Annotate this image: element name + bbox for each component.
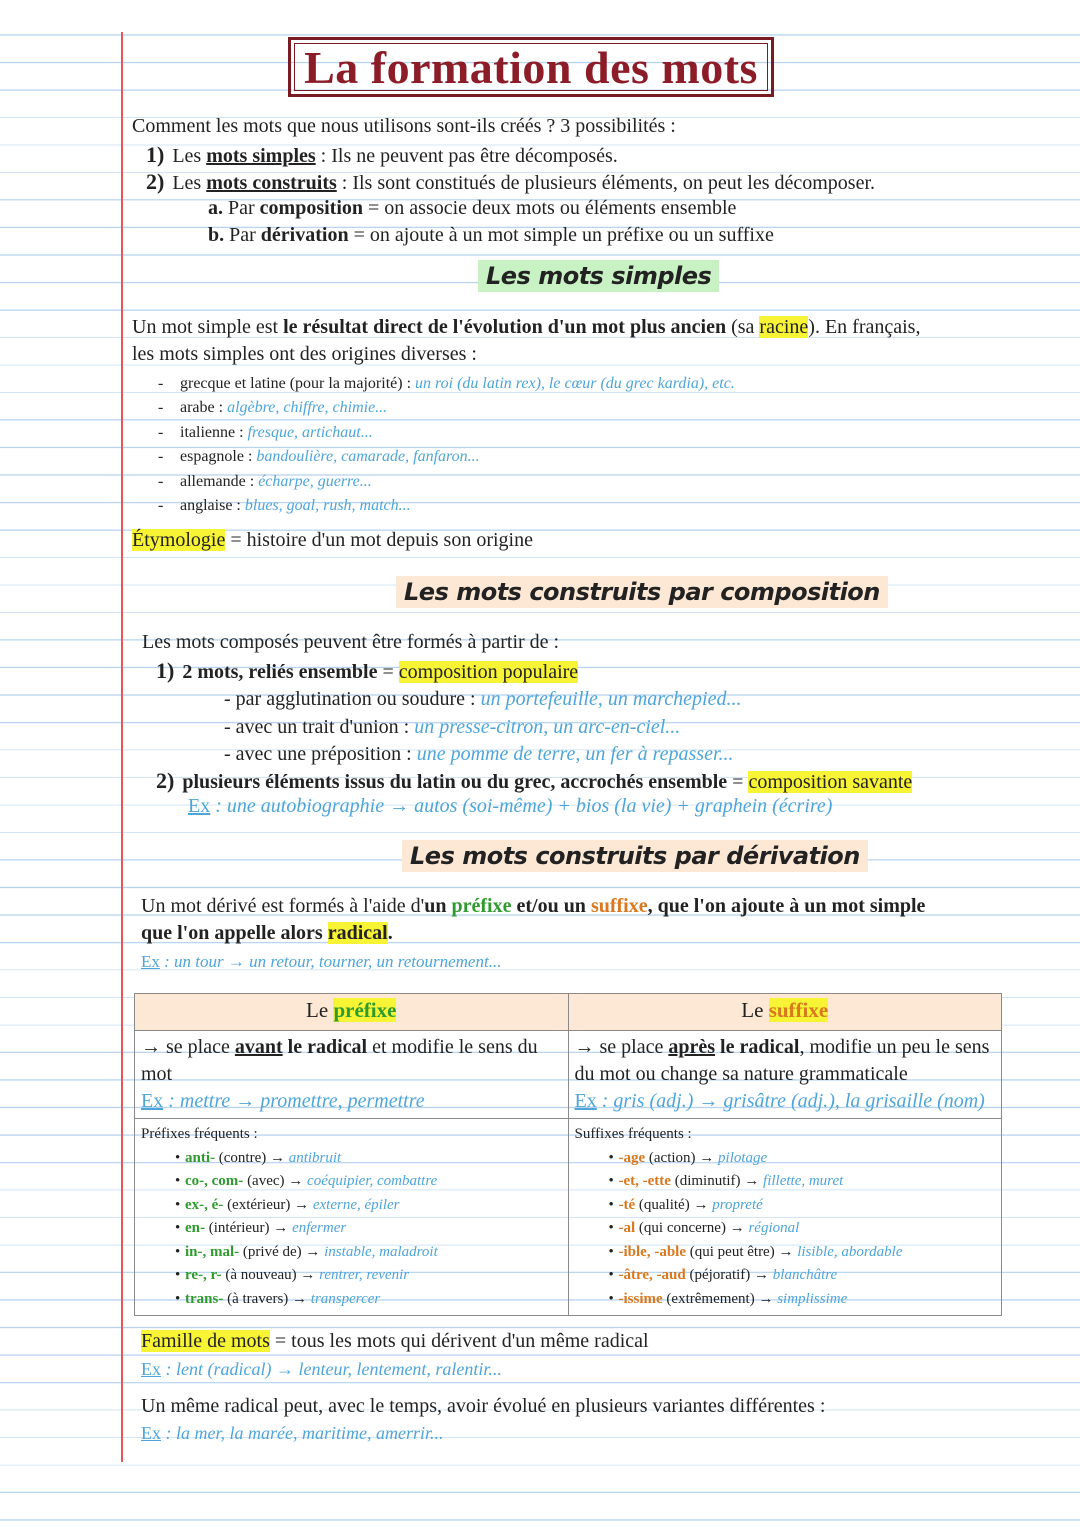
margin-line <box>121 32 123 1462</box>
etymology-definition <box>132 529 533 552</box>
item-number: 2) <box>156 768 175 793</box>
sub-text: Par <box>223 197 260 219</box>
definition-text: = histoire d'un mot depuis son origine <box>225 529 533 551</box>
header-term: préfixe <box>333 998 397 1022</box>
prefix-header <box>135 994 569 1031</box>
example-label: Ex <box>141 952 160 971</box>
affix-example: coéquipier, combattre <box>307 1173 438 1189</box>
affix-example: rentrer, revenir <box>319 1267 410 1283</box>
derivation-paragraph-2 <box>141 922 393 945</box>
example-text: : lent (radical) → lenteur, lentement, ralentir... <box>161 1359 502 1379</box>
heading-text: Les mots construits par composition <box>396 576 888 608</box>
family-example-1 <box>141 1359 502 1380</box>
list-item: • trans- (à travers) → transpercer <box>175 1290 381 1307</box>
way-label: - avec une préposition : <box>224 743 417 765</box>
affix-table <box>134 993 1002 1316</box>
list-item: • -té (qualité) → propreté <box>608 1196 763 1213</box>
bold-text: et/ou <box>511 895 564 917</box>
example-text: : un tour → un retour, tourner, un retournement... <box>159 952 502 971</box>
origin-label: anglaise : <box>180 497 245 515</box>
text: = <box>727 771 749 793</box>
affix-example: propreté <box>712 1196 763 1213</box>
composition-example <box>188 795 832 818</box>
affix-example: blanchâtre <box>772 1267 838 1283</box>
origin-label: allemande : <box>180 472 259 490</box>
way-example: une pomme de terre, un fer à repasser... <box>416 743 734 765</box>
list-title: Suffixes fréquents : <box>574 1126 692 1142</box>
origins-list <box>158 372 735 518</box>
section-heading-derivation <box>402 840 868 872</box>
example-text: : mettre → promettre, permettre <box>163 1090 425 1112</box>
origin-example: algèbre, chiffre, chimie... <box>227 399 388 417</box>
bold-text: 2 mots, reliés ensemble <box>182 661 378 683</box>
affix: anti- <box>185 1149 215 1166</box>
highlight-radical: radical <box>327 922 388 944</box>
affix-example: externe, épiler <box>312 1196 400 1213</box>
list-item: • co-, com- (avec) → coéquipier, combattre <box>175 1173 438 1189</box>
origin-item: - espagnole : bandoulière, camarade, fanfaron... <box>158 448 480 466</box>
bold-text: un <box>563 895 591 917</box>
origin-label: italienne : <box>180 423 248 441</box>
list-item: • ex-, é- (extérieur) → externe, épiler <box>175 1196 400 1213</box>
affix-example: fillette, muret <box>763 1173 844 1189</box>
page-title: La formation des mots <box>288 37 774 97</box>
bold-text: après <box>668 1036 716 1058</box>
highlight-composition-savante: composition savante <box>748 771 913 793</box>
sub-text: = on associe deux mots ou éléments ensemble <box>363 197 737 219</box>
origin-item: - allemande : écharpe, guerre... <box>158 472 372 490</box>
composition-ways <box>224 686 742 769</box>
highlight-etymologie: Étymologie <box>132 529 226 551</box>
heading-text: Les mots construits par dérivation <box>402 840 868 872</box>
suffix-rule <box>568 1031 1002 1119</box>
item-number: 2) <box>146 169 165 194</box>
sub-text: = on ajoute à un mot simple un préfixe ou un suffixe <box>348 224 774 246</box>
list-item: • -al (qui concerne) → régional <box>608 1220 800 1236</box>
bold-text: , que l'on ajoute à un mot simple <box>647 895 926 917</box>
affix-meaning: (avec) → <box>243 1173 308 1189</box>
simple-paragraph-1 <box>132 316 920 339</box>
origin-item: - arabe : algèbre, chiffre, chimie... <box>158 399 388 417</box>
affix: -issime <box>618 1290 663 1307</box>
term-composition: composition <box>259 197 364 219</box>
list-item: • en- (intérieur) → enfermer <box>175 1220 347 1236</box>
example-label: Ex <box>141 1359 161 1379</box>
affix-meaning: (qui peut être) → <box>686 1243 798 1260</box>
bold-text: le radical <box>282 1036 368 1058</box>
affix-example: lisible, abordable <box>797 1243 903 1260</box>
table-header-row <box>135 994 1002 1031</box>
origin-item: - anglaise : blues, goal, rush, match... <box>158 497 411 515</box>
simple-paragraph-2: les mots simples ont des origines diverses : <box>132 343 477 365</box>
affix-meaning: (extérieur) → <box>223 1196 313 1213</box>
list-item: • -age (action) → pilotage <box>608 1149 768 1166</box>
term-mots-construits: mots construits <box>206 172 337 194</box>
bold-text: . <box>387 922 393 944</box>
bold-text: que l'on appelle alors <box>141 922 328 944</box>
suffix-header <box>568 994 1002 1031</box>
intro-item-2 <box>146 169 875 195</box>
highlight-racine: racine <box>759 316 809 338</box>
affix-meaning: (privé de) → <box>239 1243 325 1260</box>
affix-example: enfermer <box>292 1220 347 1236</box>
affix: ex-, é- <box>185 1196 224 1213</box>
affix-example: antibruit <box>288 1149 342 1166</box>
origin-example: bandoulière, camarade, fanfaron... <box>256 448 480 466</box>
suffix-list <box>568 1119 1002 1316</box>
example-text: : une autobiographie → autos (soi-même) + bios (la vie) + graphein (écrire) <box>210 795 833 817</box>
origin-example: écharpe, guerre... <box>258 472 372 490</box>
affix-meaning: (à travers) → <box>223 1290 311 1307</box>
origin-example: un roi (du latin rex), le cœur (du grec kardia), etc. <box>415 375 735 392</box>
sub-letter: b. <box>208 224 225 246</box>
item-number: 1) <box>146 142 165 167</box>
text: et modifie le sens du mot <box>141 1036 538 1085</box>
text: Un mot dérivé est formés à l'aide d' <box>141 895 425 917</box>
list-title: Préfixes fréquents : <box>141 1126 258 1142</box>
affix-meaning: (action) → <box>645 1149 719 1166</box>
composition-way <box>224 741 742 769</box>
sub-text: Par <box>224 224 261 246</box>
intro-question: Comment les mots que nous utilisons sont-ils créés ? 3 possibilités : <box>132 115 676 137</box>
affix-example: simplissime <box>777 1290 848 1307</box>
item-text: : Ils ne peuvent pas être décomposés. <box>315 145 618 167</box>
table-rule-row <box>135 1031 1002 1119</box>
section-heading-simples <box>478 260 719 292</box>
bold-text: le résultat direct de l'évolution d'un mot plus ancien <box>283 316 727 338</box>
affix: -ible, -able <box>618 1243 686 1260</box>
sub-letter: a. <box>208 197 223 219</box>
highlight-famille-de-mots: Famille de mots <box>141 1330 270 1352</box>
affix-meaning: (qui concerne) → <box>635 1220 749 1236</box>
affix: en- <box>185 1220 205 1236</box>
list-item: • re-, r- (à nouveau) → rentrer, revenir <box>175 1267 410 1283</box>
composition-item-1 <box>156 658 578 684</box>
affix-meaning: (à nouveau) → <box>221 1267 320 1283</box>
composition-way <box>224 714 742 742</box>
term-derivation: dérivation <box>260 224 349 246</box>
highlight-composition-populaire: composition populaire <box>398 661 579 683</box>
origin-item: - grecque et latine (pour la majorité) : un roi (du latin rex), le cœur (du grec kardia), etc. <box>158 375 735 392</box>
text: Un mot simple est <box>132 316 284 338</box>
composition-intro: Les mots composés peuvent être formés à partir de : <box>142 631 560 653</box>
intro-item-1 <box>146 142 618 168</box>
example-label: Ex <box>141 1423 161 1443</box>
header-text: Le <box>741 998 769 1022</box>
text: → se place <box>574 1036 669 1058</box>
affix: re-, r- <box>185 1267 222 1283</box>
affix: -age <box>618 1149 646 1166</box>
family-definition <box>141 1330 649 1353</box>
affix: trans- <box>185 1290 224 1307</box>
bold-text: le radical <box>715 1036 800 1058</box>
prefix-list <box>135 1119 569 1316</box>
affix-example: transpercer <box>310 1290 381 1307</box>
list-item: • -ible, -able (qui peut être) → lisible, abordable <box>608 1243 903 1260</box>
affix-example: régional <box>748 1220 800 1236</box>
affix: -al <box>618 1220 636 1236</box>
term-prefixe: préfixe <box>451 895 512 917</box>
text: ). En français, <box>808 316 921 338</box>
derivation-paragraph-1 <box>141 895 925 918</box>
bold-text: plusieurs éléments issus du latin ou du grec, accrochés ensemble <box>182 771 728 793</box>
text: → se place <box>141 1036 235 1058</box>
affix-meaning: (péjoratif) → <box>685 1267 773 1283</box>
bold-text: avant <box>234 1036 283 1058</box>
derivation-example <box>141 952 501 972</box>
item-number: 1) <box>156 658 175 683</box>
heading-text: Les mots simples <box>478 260 719 292</box>
example-label: Ex <box>188 795 211 817</box>
example-text: : la mer, la marée, maritime, amerrir... <box>161 1423 444 1443</box>
bold-text: un <box>424 895 452 917</box>
family-paragraph: Un même radical peut, avec le temps, avoir évolué en plusieurs variantes différentes : <box>141 1395 826 1417</box>
way-label: - par agglutination ou soudure : <box>224 688 481 710</box>
text: , modifie un peu le sens du mot ou change sa nature grammaticale <box>574 1036 990 1085</box>
origin-example: fresque, artichaut... <box>247 423 373 441</box>
affix-meaning: (contre) → <box>215 1149 289 1166</box>
table-list-row <box>135 1119 1002 1316</box>
list-item: • -issime (extrêmement) → simplissime <box>608 1290 848 1307</box>
term-suffixe: suffixe <box>590 895 648 917</box>
origin-item: - italienne : fresque, artichaut... <box>158 423 373 441</box>
origin-label: arabe : <box>180 399 228 417</box>
item-text: Les <box>172 145 207 167</box>
affix: co-, com- <box>185 1173 244 1189</box>
header-text: Le <box>306 998 334 1022</box>
intro-sub-a <box>208 197 736 220</box>
intro-sub-b <box>208 224 774 247</box>
affix: -té <box>618 1196 636 1213</box>
list-item: • in-, mal- (privé de) → instable, maladroit <box>175 1243 438 1260</box>
affix-example: instable, maladroit <box>324 1243 438 1260</box>
affix-meaning: (qualité) → <box>635 1196 713 1213</box>
origin-example: blues, goal, rush, match... <box>244 497 411 515</box>
example-label: Ex <box>574 1090 597 1112</box>
term-mots-simples: mots simples <box>206 145 316 167</box>
prefix-rule <box>135 1031 569 1119</box>
origin-label: espagnole : <box>180 448 257 466</box>
affix-meaning: (extrêmement) → <box>662 1290 778 1307</box>
example-text: : gris (adj.) → grisâtre (adj.), la grisaille (nom) <box>596 1090 985 1112</box>
example-label: Ex <box>141 1090 164 1112</box>
item-text: : Ils sont constitués de plusieurs éléments, on peut les décomposer. <box>336 172 876 194</box>
text: (sa <box>726 316 760 338</box>
item-text: Les <box>172 172 207 194</box>
affix-example: pilotage <box>718 1149 768 1166</box>
list-item: • -âtre, -aud (péjoratif) → blanchâtre <box>608 1267 838 1283</box>
way-example: un portefeuille, un marchepied... <box>480 688 742 710</box>
affix: -âtre, -aud <box>618 1267 686 1283</box>
list-item: • -et, -ette (diminutif) → fillette, muret <box>608 1173 844 1189</box>
affix-meaning: (diminutif) → <box>670 1173 764 1189</box>
text: = <box>377 661 399 683</box>
list-item: • anti- (contre) → antibruit <box>175 1149 342 1166</box>
way-label: - avec un trait d'union : <box>224 715 415 738</box>
header-term: suffixe <box>768 998 829 1022</box>
definition-text: = tous les mots qui dérivent d'un même radical <box>269 1330 649 1352</box>
way-example: un presse-citron, un arc-en-ciel... <box>414 715 681 738</box>
composition-way <box>224 686 742 714</box>
section-heading-composition <box>396 576 888 608</box>
composition-item-2 <box>156 768 912 794</box>
affix-meaning: (intérieur) → <box>205 1220 293 1236</box>
origin-label: grecque et latine (pour la majorité) : <box>180 375 416 392</box>
family-example-2 <box>141 1423 443 1444</box>
affix: -et, -ette <box>618 1173 671 1189</box>
affix: in-, mal- <box>185 1243 240 1260</box>
